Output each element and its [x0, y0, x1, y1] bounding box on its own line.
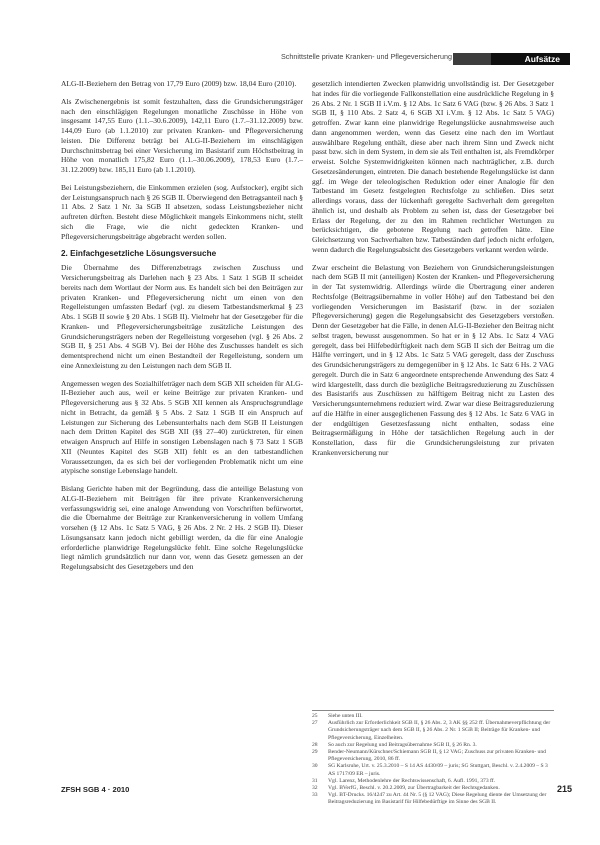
paragraph: Bei Leistungsbeziehern, die Einkommen erzielen (sog. Aufstocker), ergibt sich der Leistungsanspruch nach § 26 SGB II. Überwiegend den Betragsanteil nach § 11 Abs. 2 Satz 1 Nr. 3a SGB II absetzen, sodass Leistungsbezieher nicht auftreten dürften. Besteht diese Möglichkeit mangels Einkommens nicht, stellt sich die Frage, wie die nicht gedeckten Kranken- und Pflegeversicherungsbeiträge abgebracht werden sollen. [61, 182, 304, 241]
paragraph: Bislang Gerichte haben mit der Begründung, dass die anteilige Belastung von ALG-II-Beziehern mit Beiträgen für ihre private Krankenversicherung verfassungswidrig sei, eine analoge Anwendung von Vorschriften befürwortet, die die Übernahme der Beiträge zur Krankenversicherung in vollem Umfang vorsehen (§ 12 Abs. 1c Satz 5 VAG, § 26 Abs. 2 Nr. 2 Hs. 2 SGB II). Dieser Lösungsansatz kann jedoch nicht gebilligt werden, da die für eine Analogie erforderliche planwidrige Regelungslücke fehlt. Eine solche Regelungslücke liegt nämlich grundsätzlich nur dann vor, wenn das Gesetz gemessen an der Regelungsabsicht des Gesetzgebers und den [61, 484, 303, 571]
footnote [312, 778, 554, 785]
footnote-text: Vgl. BVerfG, Beschl. v. 20.2.2009, zur Übertragbarkeit der Rechtsgedanken. [328, 785, 500, 792]
paragraph: Zwar erscheint die Belastung von Beziehern von Grundsicherungsleistungen nach dem SGB II mit (anteiligen) Kosten der Kranken- und Pflegeversicherung in der Tat systemwidrig. Allerdings würde die Übertragung einer anderen Rechtsfolge (Beitragsübernahme in voller Höhe) auf den Tatbestand bei den vorliegenden Versicherungen im Basistarif (bzw. in der sozialen Pflegeversicherung) gegen die Regelungsabsicht des Gesetzgebers verstoßen. Denn der Gesetzgeber hat die Fälle, in denen ALG-II-Bezieher den Beitrag nicht selbst tragen, bewusst ausgenommen. So hat er in § 12 Abs. 1c Satz 4 VAG geregelt, dass bei Hilfebedürftigkeit nach dem SGB II sich der Beitrag um die Hälfte verringert, und in § 12 Abs. 1c Satz 5 VAG geregelt, dass der Zuschuss des Grundsicherungsträgers zu demgegenüber in § 12 Abs. 1c Satz 6 Hs. 2 VAG geregelt. Durch die in Satz 6 angeordnete entsprechende Anwendung des Satz 4 wird klargestellt, dass durch die bezügliche Beitragsreduzierung zu Zuschüssen des Basistarifs aus Zuschüssen zu hälftigem Beitrag nicht zu Lasten des Versicherungsunternehmens reduziert wird. Zwar war diese Beitragsreduzierung auf die Hälfte in einer ausgeglichenen Fassung des § 12 Abs. 1c Satz 6 VAG in der endgültigen Gesetzesfassung nicht enthalten, sodass eine Beitragsermäßigung in Höhe der tatsächlichen Regelung auch in der Konstellation, dass für die Grundsicherungsleistung zur privaten Krankenversicherung nur [312, 262, 554, 457]
paragraph: Als Zwischenergebnis ist somit festzuhalten, dass die Grundsicherungsträger nach den einschlägigen Regelungen monatliche Zuschüsse in Höhe von insgesamt 147,55 Euro (1.1.–30.6.2009), 142,11 Euro (1.7.–31.12.2009) bzw. 144,09 Euro (ab 1.1.2010) zur privaten Kranken- und Pflegeversicherung leisten. Die Differenz beträgt bei ALG-II-Beziehern im einschlägigen Durchschnittsbetrag bei einer Versicherung im Basistarif zum Höchstbeitrag in Höhe von monatlich 175,82 Euro (1.1.–30.06.2009), 178,53 Euro (1.7.–31.12.2009) bzw. 185,11 Euro (ab 1.1.2010). [61, 96, 303, 174]
section-heading: 2. Einfachgesetzliche Lösungsversuche [61, 249, 217, 259]
footnote-number: 32 [312, 785, 318, 792]
footnote [312, 763, 554, 777]
footnote-text: Ausführlich zur Erforderlichkeit SGB II, § 26 Abs. 2, 3 AK §§ 252 ff. Übernahmeverpflichtung der Grundsicherungsträger nach dem SGB II, § 26 Abs. 2 Nr. 1 SGB II; Beiträge für Kranken- und Pflegeversicherung, Einzelheiten. [328, 720, 551, 741]
paragraph: ALG-II-Beziehern den Betrag von 17,79 Euro (2009) bzw. 18,04 Euro (2010). [61, 79, 297, 88]
footnote [312, 749, 554, 763]
footnote-text: Bender-Neumann/Kürschner/Schiemann SGB II, § 12 VAG; Zuschuss zur privaten Kranken- und Pflegeversicherung, 2010, 86 ff. [328, 749, 546, 763]
section-tag-label: Aufsätze [524, 54, 560, 64]
footnote-number: 30 [312, 763, 318, 770]
footnote-number: 27 [312, 720, 318, 727]
footnote-text: SG Karlsruhe, Urt. v. 25.3.2010 – S 14 AS 4430/09 – juris; SG Stuttgart, Beschl. v. 2.4.2009 – S 3 AS 1717/09 ER – juris. [328, 763, 548, 777]
footnote-number: 25 [312, 713, 318, 719]
footnote-number: 33 [312, 792, 318, 799]
page-footer [61, 785, 572, 797]
paragraph: Angemessen wegen des Sozialhilfeträger nach dem SGB XII scheiden für ALG-II-Bezieher auch aus, weil er keine Beiträge zur privaten Kranken- und Pflegeversicherung aus § 32 Abs. 5 SGB XII kennen als Anspruchsgrundlage nicht in Betracht, da gemäß § 5 Abs. 2 Satz 1 SGB II ein Anspruch auf Leistungen zur Sicherung des Lebensunterhalts nach dem SGB II Leistungen nach dem Dritten Kapitel des SGB XII (§§ 27–40) zurücktreten, für einen etwaigen Anspruch auf Hilfe in sonstigen Lebenslagen nach § 73 Satz 1 SGB XII (Neuntes Kapitel des SGB XII) fehlt es an den tatbestandlichen Voraussetzungen, da es sich bei der vorliegenden Problematik nicht um eine atypische sonstige Lebenslage handelt. [61, 378, 303, 476]
journal-citation: ZFSH SGB 4 · 2010 [61, 785, 130, 794]
footnote-text: Siehe unten III. [328, 713, 363, 719]
footnote-text: Vgl. BT-Drucks. 16/4247 zu Art. 44 Nr. 5 (§ 12 VAG); Diese Regelung diente der Umsetzung der Beitragsreduzierung im Basistarif für Hilfebedürftige im Sinne des SGB II. [328, 792, 547, 806]
paragraph: gesetzlich intendierten Zwecken planwidrig unvollständig ist. Der Gesetzgeber hat indes für die vorliegende Fallkonstellation eine ausdrückliche Regelung in § 26 Abs. 2 Nr. 1 SGB II i.V.m. § 12 Abs. 1c Satz 6 VAG (bzw. § 26 Abs. 3 Satz 1 SGB II, § 110 Abs. 2 Satz 4, 6 SGB XI i.V.m. § 12 Abs. 1c Satz 5 VAG) getroffen. Zwar kann eine planwidrige Regelungslücke ausnahmsweise auch dann angenommen werden, wenn das Gesetz eine nach den im Wortlaut auswählbare Regelung enthält, diese aber nach ihrem Sinn und Zweck nicht passt bzw. sich in dem System, in dem sie als Teil enthalten ist, als Fremdkörper erweist. Solche Systemwidrigkeiten können nach nachträglicher, z.B. durch Gesetzesänderungen, eintreten. Die danach bestehende Regelungslücke ist dann ggf. im Wege der teleologischen Reduktion oder einer Analogie für den Tatbestand im Gesetz festgelegten Rechtsfolge zu schließen. Dies setzt allerdings voraus, dass der lückenhaft geregelte Sachverhalt dem geregelten ähnlich ist, und deshalb als Problem zu sehen ist, dass der Gesetzgeber bei Erlass der Regelung, der zu den im Rahmen rechtlicher Wertungen zu berücksichtigen, die gebotene Regelung nach getroffen hätte. Eine Gleichsetzung von Sachverhalten bzw. Tatbeständen darf jedoch nicht erfolgen, wenn dadurch die Regelungsabsicht des Gesetzgebers verkannt werden würde. [312, 79, 554, 254]
section-tag [453, 53, 570, 65]
left-column [61, 79, 303, 580]
page-number: 215 [556, 784, 572, 794]
running-header [0, 52, 600, 66]
right-column [312, 79, 554, 466]
footnote-number: 31 [312, 777, 318, 784]
footnote-text: So auch zur Regelung und Beitragsübernahme SGB II, § 26 Rn. 3. [328, 741, 477, 748]
footnote [312, 720, 554, 742]
footnote-text: Vgl. Larenz, Methodenlehre der Rechtswissenschaft, 6. Aufl. 1991, 373 ff. [328, 777, 496, 784]
section-tag-bar [453, 53, 491, 65]
running-title: Schnittstelle private Kranken- und Pflegeversicherung [281, 52, 452, 61]
footnote-number: 29 [312, 749, 318, 756]
footnote-number: 28 [312, 741, 318, 748]
paragraph: Die Übernahme des Differenzbetrags zwischen Zuschuss und Versicherungsbeitrag als Darlehen nach § 23 Abs. 1 Satz 1 SGB II scheidet bereits nach dem Wortlaut der Norm aus. Es handelt sich bei den Beiträgen zur privaten Kranken- und Pflegeversicherung nicht um einen von den Regelleistungen umfassten Bedarf (vgl. zu diesem Tatbestandsmerkmal § 23 Abs. 1 SGB II sowie § 20 Abs. 1 SGB II). Vielmehr hat der Gesetzgeber für die Kranken- und Pflegeversicherungsbeiträge zusätzliche Leistungen des Grundsicherungsträgers neben der Regelleistung vorgesehen (vgl. § 26 Abs. 2 SGB II, § 251 Abs. 4 SGB V). Bei der Höhe des Zuschusses handelt es sich dementsprechend nicht um einen Bestandteil der Regelleistung, sondern um eine Annexleistung zu den Leistungen nach dem SGB II. [61, 263, 303, 370]
footnote [312, 742, 554, 749]
